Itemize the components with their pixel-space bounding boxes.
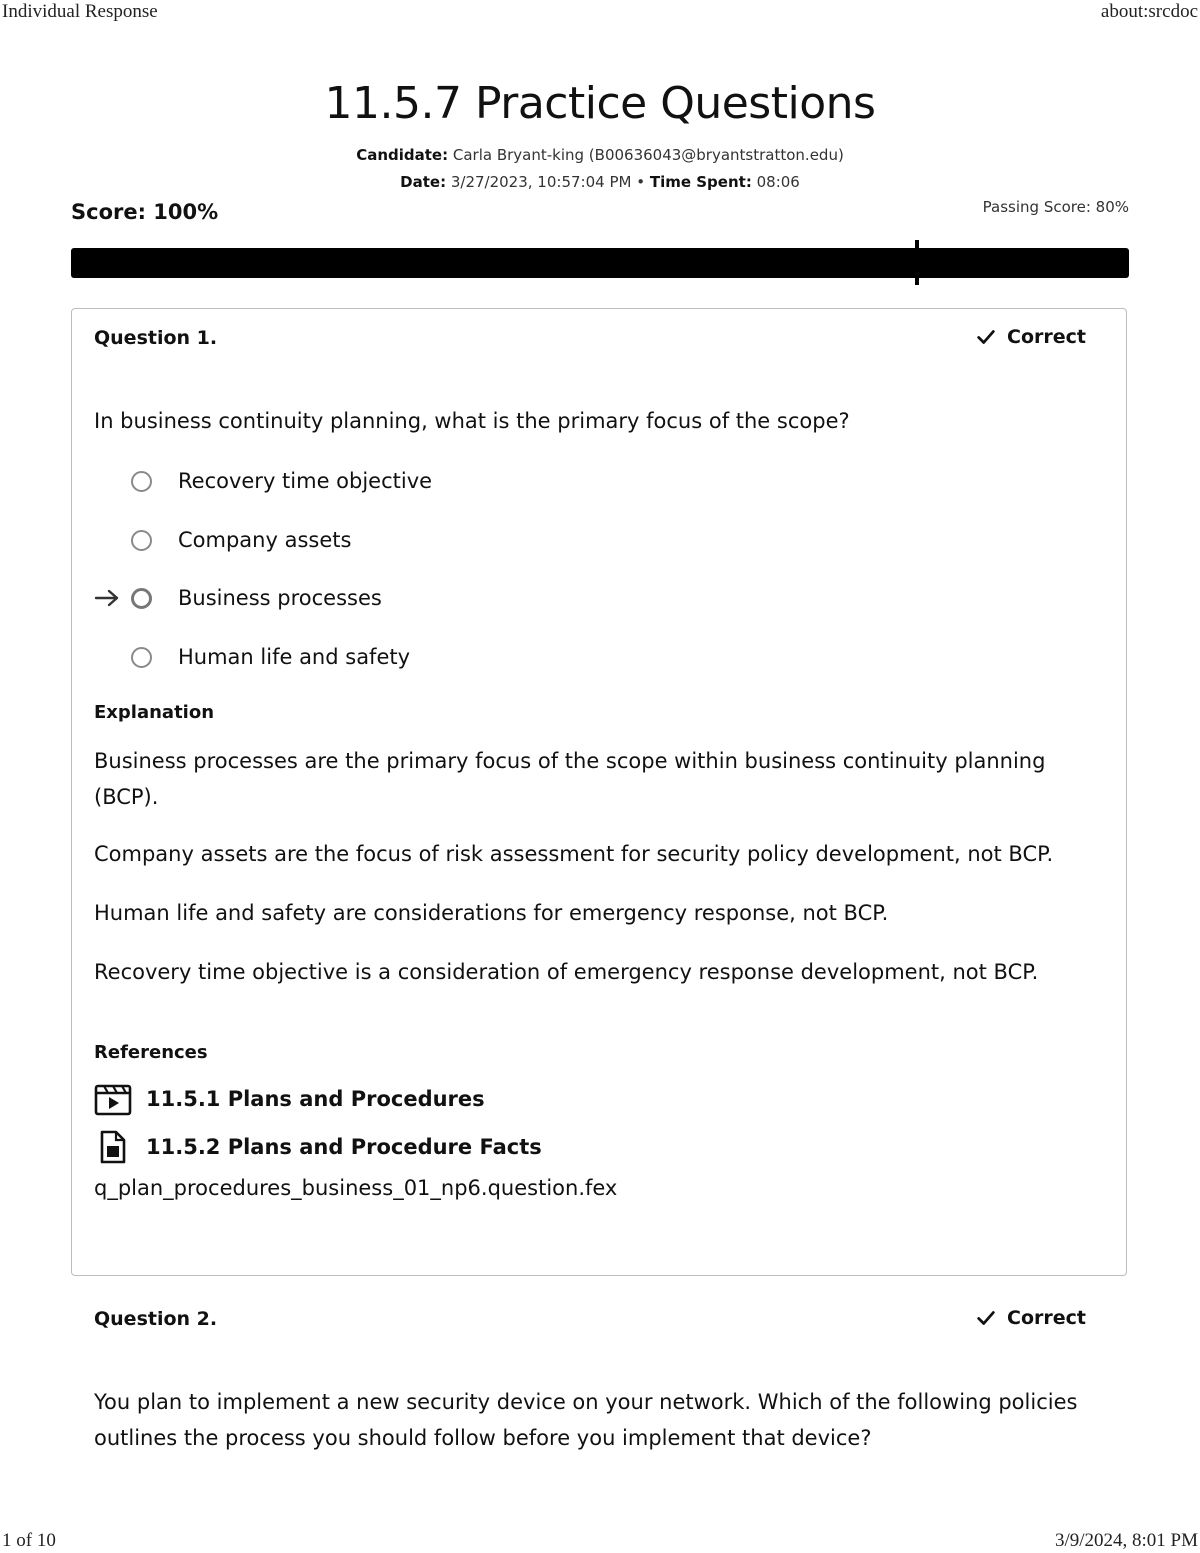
references-heading: References	[94, 1042, 208, 1063]
reference-label[interactable]: 11.5.2 Plans and Procedure Facts	[146, 1135, 542, 1159]
score-progress-bar	[71, 248, 1129, 278]
passing-score-text: Passing Score: 80%	[982, 198, 1129, 216]
radio-button[interactable]	[131, 471, 152, 492]
arrow-right-icon	[94, 588, 120, 608]
question-text: You plan to implement a new security device on your network. Which of the following policies outlines the process you should follow before you implement that device?	[94, 1390, 1078, 1450]
option-label: Business processes	[178, 586, 382, 610]
status-label: Correct	[1007, 326, 1086, 348]
explanation-paragraph: Recovery time objective is a consideration of emergency response development, not BCP.	[94, 960, 1039, 984]
document-icon	[94, 1130, 132, 1164]
question-number: Question 2.	[94, 1308, 218, 1330]
question-number: Question 1.	[94, 327, 218, 349]
explanation-paragraph: Business processes are the primary focus of the scope within business continuity planning (BCP).	[94, 749, 1046, 809]
candidate-line	[0, 146, 1200, 164]
page-count: 1 of 10	[2, 1530, 56, 1551]
question-text: In business continuity planning, what is the primary focus of the scope?	[94, 409, 850, 433]
print-header-title: Individual Response	[2, 1, 158, 22]
option-label: Recovery time objective	[178, 469, 433, 493]
question-file-name: q_plan_procedures_business_01_np6.question.fex	[94, 1176, 618, 1200]
reference-label[interactable]: 11.5.1 Plans and Procedures	[146, 1087, 485, 1111]
candidate-label: Candidate:	[356, 146, 449, 164]
candidate-value: Carla Bryant-king (B00636043@bryantstratton.edu)	[452, 146, 844, 164]
time-spent-value: 08:06	[756, 173, 800, 191]
date-label: Date:	[400, 173, 447, 191]
question-status	[975, 326, 1086, 348]
score-progress-fill	[71, 248, 1129, 278]
page-title: 11.5.7 Practice Questions	[324, 78, 876, 129]
explanation-heading: Explanation	[94, 702, 215, 723]
date-line	[0, 173, 1200, 191]
score-text: Score: 100%	[71, 200, 219, 224]
meta-separator: •	[636, 173, 646, 191]
video-icon	[94, 1082, 132, 1116]
reference-link[interactable]	[94, 1082, 485, 1116]
date-value: 3/27/2023, 10:57:04 PM	[450, 173, 632, 191]
explanation-paragraph: Company assets are the focus of risk assessment for security policy development, not BCP.	[94, 842, 1054, 866]
print-header-url: about:srcdoc	[1100, 1, 1198, 22]
reference-link[interactable]	[94, 1130, 542, 1164]
print-timestamp: 3/9/2024, 8:01 PM	[1054, 1530, 1198, 1551]
radio-button[interactable]	[131, 530, 152, 551]
radio-button-selected[interactable]	[131, 588, 152, 609]
checkmark-icon	[975, 326, 997, 348]
passing-score-marker	[915, 240, 919, 285]
answer-option-selected[interactable]	[94, 583, 382, 613]
time-spent-label: Time Spent:	[649, 173, 752, 191]
explanation-paragraph: Human life and safety are considerations for emergency response, not BCP.	[94, 901, 889, 925]
answer-option[interactable]	[94, 525, 351, 555]
answer-option[interactable]	[94, 642, 410, 672]
answer-option[interactable]	[94, 466, 432, 496]
print-footer	[0, 1530, 1200, 1552]
print-header	[0, 0, 1200, 26]
option-label: Company assets	[178, 528, 352, 552]
question-status	[975, 1307, 1086, 1329]
radio-button[interactable]	[131, 647, 152, 668]
option-label: Human life and safety	[178, 645, 411, 669]
status-label: Correct	[1007, 1307, 1086, 1329]
checkmark-icon	[975, 1307, 997, 1329]
